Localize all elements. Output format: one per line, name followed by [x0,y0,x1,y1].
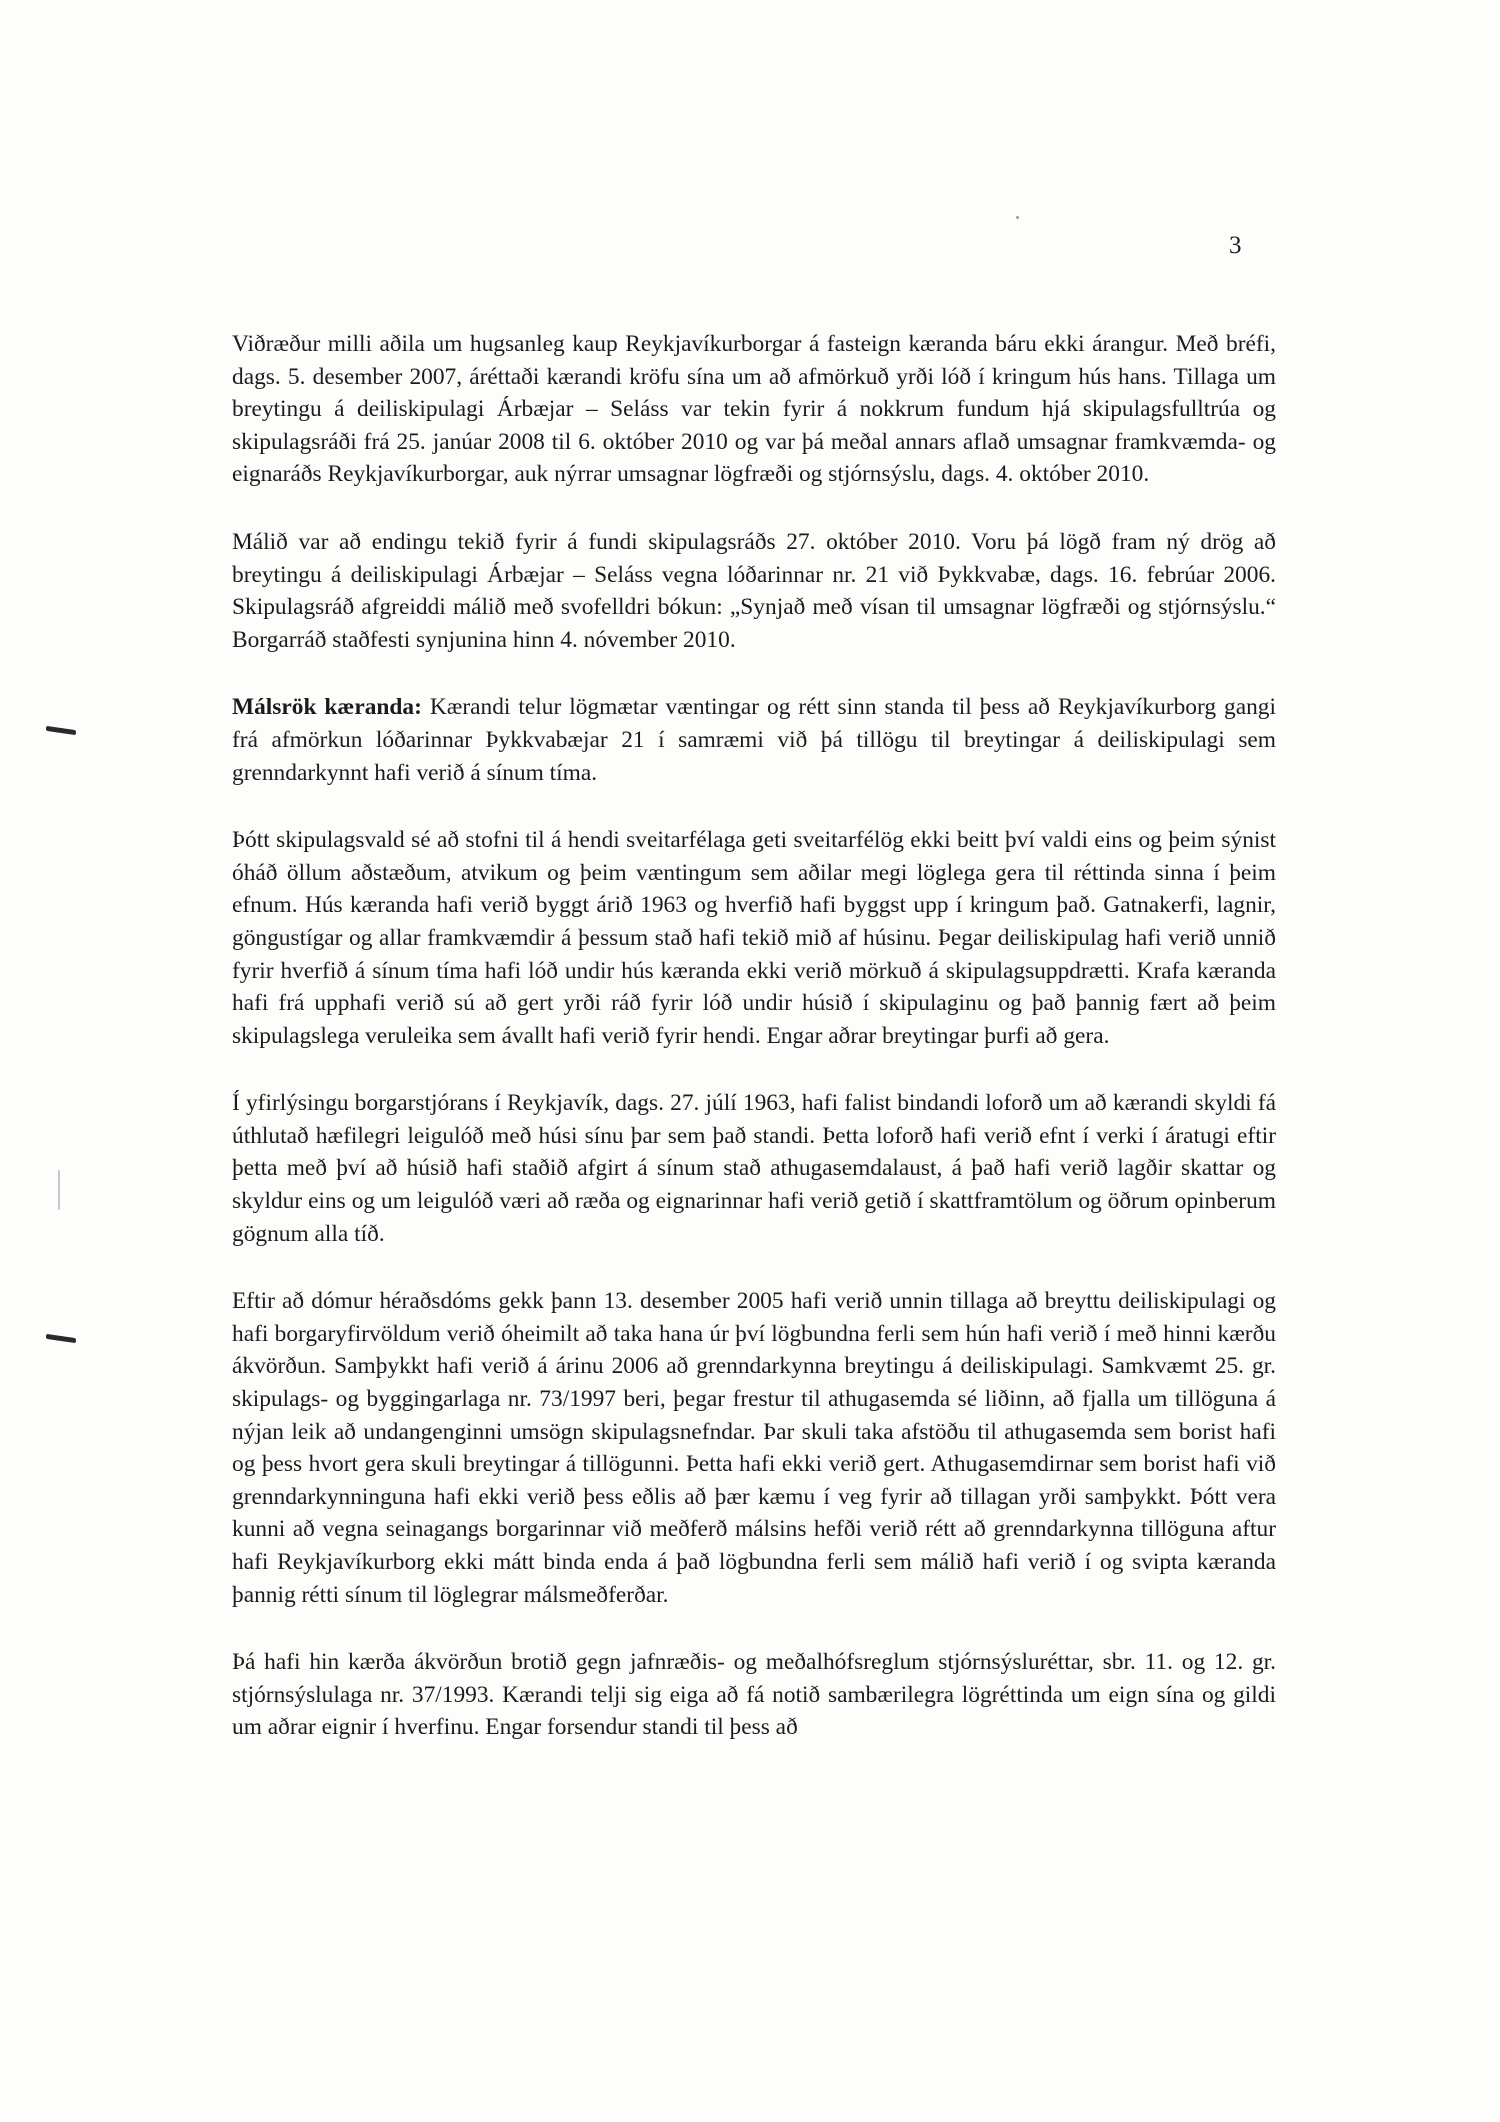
paragraph-appellant-arguments [232,691,1276,789]
paragraph-planning-authority: Þótt skipulagsvald sé að stofni til á hendi sveitarfélaga geti sveitarfélög ekki beitt því valdi eins og þeim sýnist óháð öllum aðstæðum, atvikum og þeim væntingum sem aðilar megi löglega gera til réttinda sinna í þeim efnum. Hús kæranda hafi verið byggt árið 1963 og hverfið hafi byggst upp í kringum það. Gatnakerfi, lagnir, göngustígar og allar framkvæmdir á þessum stað hafi tekið mið af húsinu. Þegar deiliskipulag hafi verið unnið fyrir hverfið á sínum tíma hafi lóð undir hús kæranda ekki verið mörkuð á skipulagsuppdrætti. Krafa kæranda hafi frá upphafi verið sú að gert yrði ráð fyrir lóð undir húsið í skipulaginu og það þannig fært að þeim skipulagslega veruleika sem ávallt hafi verið fyrir hendi. Engar aðrar breytingar þurfi að gera. [232,827,1276,1049]
paragraph-text: Kærandi telur lögmætar væntingar og rétt sinn standa til þess að Reykjavíkurborg gangi frá afmörkun lóðarinnar Þykkvabæjar 21 í samræmi við þá tillögu til breytingar á deiliskipulagi sem grenndarkynnt hafi verið á sínum tíma. [232,694,1276,786]
paragraph-council-decision: Málið var að endingu tekið fyrir á fundi skipulagsráðs 27. október 2010. Voru þá lögð fram ný drög að breytingu á deiliskipulagi Árbæjar – Seláss vegna lóðarinnar nr. 21 við Þykkvabæ, dags. 16. febrúar 2006. Skipulagsráð afgreiddi málið með svofelldri bókun: „Synjað með vísan til umsagnar lögfræði og stjórnsýslu.“ Borgarráð staðfesti synjunina hinn 4. nóvember 2010. [232,528,1276,653]
scan-speck [58,1170,60,1210]
scan-speck [1016,216,1019,219]
section-label-appellant-arguments: Málsrök kæranda: [232,694,422,721]
paragraph-equality-principles: Þá hafi hin kærða ákvörðun brotið gegn jafnræðis- og meðalhófsreglum stjórnsýsluréttar, sbr. 11. og 12. gr. stjórnsýslulaga nr. 37/1993. Kærandi telji sig eiga að fá notið sambærilegra lögréttinda um eign sína og gildi um aðrar eignir í hverfinu. Engar forsendur standi til þess að [232,1649,1276,1741]
margin-mark [46,726,76,735]
document-body [232,328,1276,1779]
page-number: 3 [1229,232,1242,259]
margin-mark [46,1334,76,1343]
paragraph-mayor-declaration: Í yfirlýsingu borgarstjórans í Reykjavík, dags. 27. júlí 1963, hafi falist bindandi loforð um að kærandi skyldi fá úthlutað hæfilegri leigulóð með húsi sínu þar sem það standi. Þetta loforð hafi verið efnt í verki í áratugi eftir þetta með því að húsið hafi staðið afgirt á sínum stað athugasemdalaust, á það hafi verið lagðir skattar og skyldur eins og um leigulóð væri að ræða og eignarinnar hafi verið getið í skattframtölum og öðrum opinberum gögnum alla tíð. [232,1090,1276,1247]
paragraph-negotiations: Viðræður milli aðila um hugsanleg kaup Reykjavíkurborgar á fasteign kæranda báru ekki árangur. Með bréfi, dags. 5. desember 2007, áréttaði kærandi kröfu sína um að afmörkuð yrði lóð í kringum hús hans. Tillaga um breytingu á deiliskipulagi Árbæjar – Seláss var tekin fyrir á nokkrum fundum hjá skipulagsfulltrúa og skipulagsráði frá 25. janúar 2008 til 6. október 2010 og var þá meðal annars aflað umsagnar framkvæmda- og eignaráðs Reykjavíkurborgar, auk nýrrar umsagnar lögfræði og stjórnsýslu, dags. 4. október 2010. [232,331,1276,488]
paragraph-district-court: Eftir að dómur héraðsdóms gekk þann 13. desember 2005 hafi verið unnin tillaga að breyttu deiliskipulagi og hafi borgaryfirvöldum verið óheimilt að taka hana úr því lögbundna ferli sem hún hafi verið í með hinni kærðu ákvörðun. Samþykkt hafi verið á árinu 2006 að grenndarkynna breytingu á deiliskipulagi. Samkvæmt 25. gr. skipulags- og byggingarlaga nr. 73/1997 beri, þegar frestur til athugasemda sé liðinn, að fjalla um tillöguna á nýjan leik að undangenginni umsögn skipulagsnefndar. Þar skuli taka afstöðu til athugasemda sem borist hafi og þess hvort gera skuli breytingar á tillögunni. Þetta hafi ekki verið gert. Athugasemdirnar sem borist hafi við grenndarkynninguna hafi ekki verið þess eðlis að þær kæmu í veg fyrir að tillagan yrði samþykkt. Þótt vera kunni að vegna seinagangs borgarinnar við meðferð málsins hefði verið rétt að grenndarkynna tillöguna aftur hafi Reykjavíkurborg ekki mátt binda enda á það lögbundna ferli sem málið hafi verið í og svipta kæranda þannig rétti sínum til löglegrar málsmeðferðar. [232,1288,1276,1608]
